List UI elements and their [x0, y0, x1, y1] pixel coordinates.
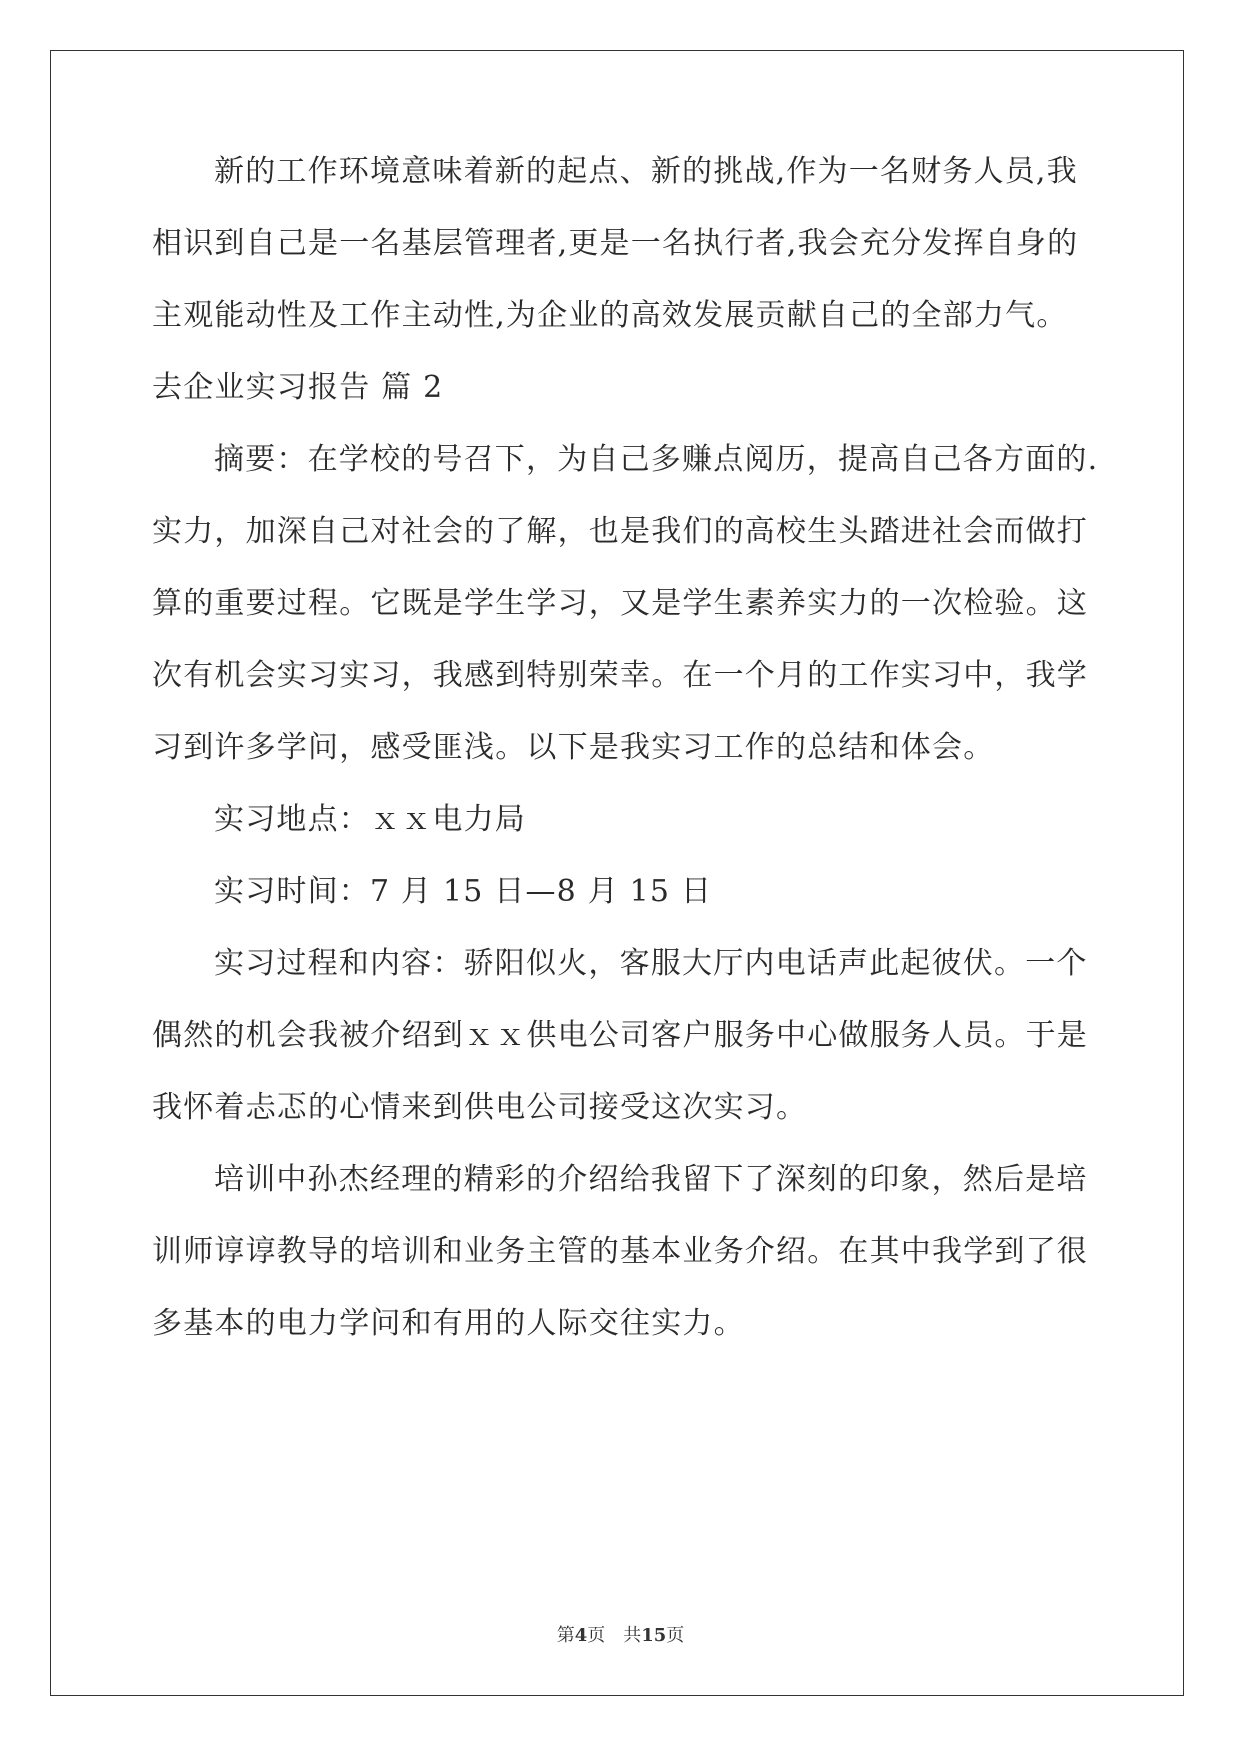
paragraph-line: 实习过程和内容：骄阳似火，客服大厅内电话声此起彼伏。一个	[214, 946, 1088, 981]
paragraph-line: 主观能动性及工作主动性,为企业的高效发展贡献自己的全部力气。	[152, 298, 1068, 333]
paragraph-line: 多基本的电力学问和有用的人际交往实力。	[152, 1306, 745, 1341]
paragraph-line: 算的重要过程。它既是学生学习，又是学生素养实力的一次检验。这	[152, 586, 1088, 621]
paragraph-line: 偶然的机会我被介绍到ｘｘ供电公司客户服务中心做服务人员。于是	[152, 1018, 1088, 1053]
page-label-suffix: 页	[666, 1625, 685, 1646]
page-footer	[0, 1624, 1241, 1648]
section-title: 去企业实习报告 篇 2	[152, 370, 444, 405]
paragraph-line: 相识到自己是一名基层管理者,更是一名执行者,我会充分发挥自身的	[152, 226, 1079, 261]
current-page-number: 4	[574, 1625, 588, 1646]
paragraph-line: 培训中孙杰经理的精彩的介绍给我留下了深刻的印象，然后是培	[214, 1162, 1088, 1197]
paragraph-line: 次有机会实习实习，我感到特别荣幸。在一个月的工作实习中，我学	[152, 658, 1088, 693]
paragraph-line: 摘要：在学校的号召下，为自己多赚点阅历，提高自己各方面的.	[214, 442, 1099, 477]
paragraph-line: 习到许多学问，感受匪浅。以下是我实习工作的总结和体会。	[152, 730, 995, 765]
internship-place: 实习地点：ｘｘ电力局	[214, 802, 526, 837]
page-label-prefix: 第	[556, 1625, 575, 1646]
paragraph-line: 训师谆谆教导的培训和业务主管的基本业务介绍。在其中我学到了很	[152, 1234, 1088, 1269]
internship-time: 实习时间：7 月 15 日—8 月 15 日	[214, 874, 713, 909]
total-page-number: 15	[641, 1625, 667, 1646]
page-label-mid: 页 共	[587, 1625, 642, 1646]
paragraph-line: 实力，加深自己对社会的了解，也是我们的高校生头踏进社会而做打	[152, 514, 1088, 549]
paragraph-line: 我怀着忐忑的心情来到供电公司接受这次实习。	[152, 1090, 808, 1125]
paragraph-line: 新的工作环境意味着新的起点、新的挑战,作为一名财务人员,我	[214, 154, 1078, 189]
